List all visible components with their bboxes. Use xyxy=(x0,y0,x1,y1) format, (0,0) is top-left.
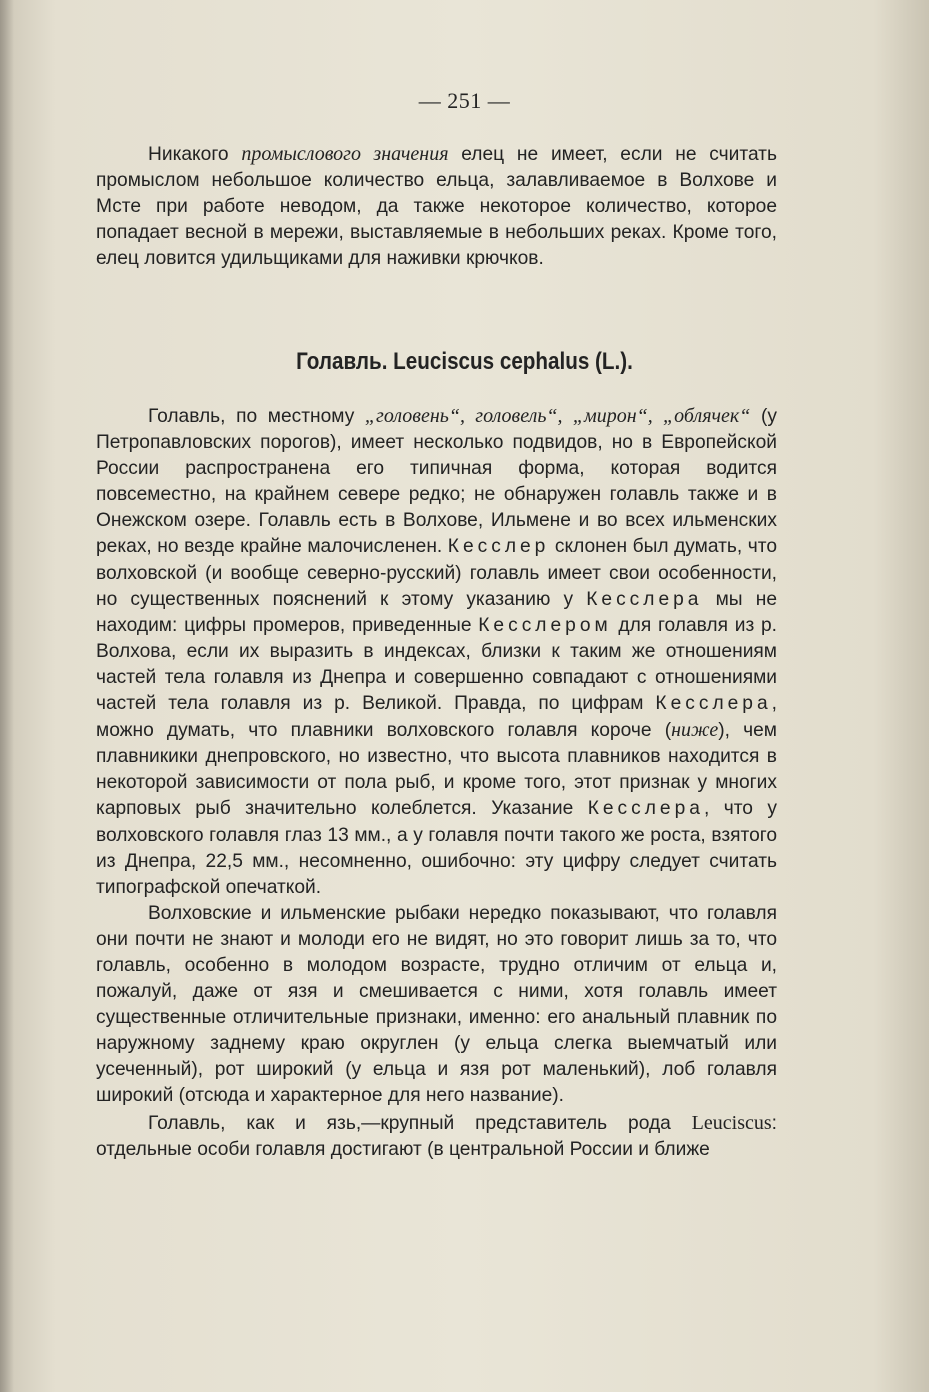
latin-genus-name: Leuciscus xyxy=(691,1111,772,1134)
text-run: мы не находим: цифры промеров, приведенные xyxy=(96,588,778,636)
page-number: — 251 — xyxy=(418,88,511,113)
spaced-author-name: Кесслером xyxy=(478,614,612,636)
text-run: елец не имеет, если не считать промыслом небольшое количество ельца, залавливаемое в Волхове и Мсте при работе неводом, да также некоторое количество, которое попадает весной в мережи, выставляемые в небольших реках. Кроме того, елец ловится удильщиками для наживки крючков. xyxy=(96,144,777,270)
paragraph-fishermen: Волховские и ильменские рыбаки нередко показывают, что голавля они почти не знают и молоди его не видят, но это говорит лишь за то, что голавль, особенно в молодом возрасте, трудно отличим от ельца и, пожалуй, даже от язя и смешивается с ними, хотя голавль имеет существенные отличительные признаки, именно: его анальный плавник по наружному заднему краю округлен (у ельца слегка выемчатый или усеченный), рот широкий (у ельца и язя рот маленький), лоб голавля широкий (отсюда и характерное для него название). xyxy=(96,902,777,1107)
spaced-author-name: Кесслер xyxy=(447,536,550,558)
text-run: Голавль, по местному xyxy=(148,406,365,427)
text-run: , можно думать, что плавники волховского голавля короче ( xyxy=(96,693,777,742)
text-run: (у Петропавловских порогов), имеет несколько подвидов, но в Европейской России распространена его типичная форма, которая водится повсеместно, на крайнем севере редко; не обнаружен голавль также и в Онежском озере. Голавль есть в Волхове, Ильмене и во всех ильменских реках, но везде крайне малочисленен. xyxy=(96,406,777,558)
section-heading: Голавль. Leuciscus cephalus (L.). xyxy=(296,348,633,375)
spaced-author-name: Кесслера xyxy=(587,798,704,820)
paragraph-text xyxy=(96,141,777,272)
text-run: Никакого xyxy=(148,144,242,165)
text-run: : отдельные особи голавля достигают (в центральной России и ближе xyxy=(96,1112,777,1160)
italic-term: ниже xyxy=(671,719,719,742)
italic-local-names: „головень“, головель“, „мирон“, „облячек“ xyxy=(364,405,751,427)
text-run: ), чем плавникики днепровского, но известно, что высота плавников находится в некоторой зависимости от пола рыб, и кроме того, этот признак у многих карповых рыб значительно колеблется. Указание xyxy=(96,720,777,820)
spaced-author-name: Кесслера xyxy=(655,693,772,715)
spaced-author-name: Кесслера xyxy=(586,588,703,610)
paragraph-golavl-description xyxy=(96,403,777,901)
text-run: для голавля из р. Волхова, если их выразить в индексах, близки к таким же отношениям частей тела голавля из Днепра и совершенно совпадают с отношениями частей тела голавля из р. Великой. Правда, по цифрам xyxy=(96,614,777,715)
text-run: склонен был думать, что волховской (и вообще северно-русский) голавль имеет свои особенности, но существенных пояснений к этому указанию у xyxy=(96,536,777,610)
text-run: Голавль, как и язь,—крупный представитель рода xyxy=(148,1112,692,1134)
paragraph-size xyxy=(96,1110,777,1163)
italic-term: промыслового значения xyxy=(241,143,449,165)
paragraph-elets-fishing xyxy=(96,141,777,272)
text-run: , что у волховского голавля глаз 13 мм., а у голавля почти такого же роста, взятого из Днепра, 22,5 мм., несомненно, ошибочно: эту цифру следует считать типографской опечаткой. xyxy=(96,798,778,898)
section-body xyxy=(96,403,777,1163)
